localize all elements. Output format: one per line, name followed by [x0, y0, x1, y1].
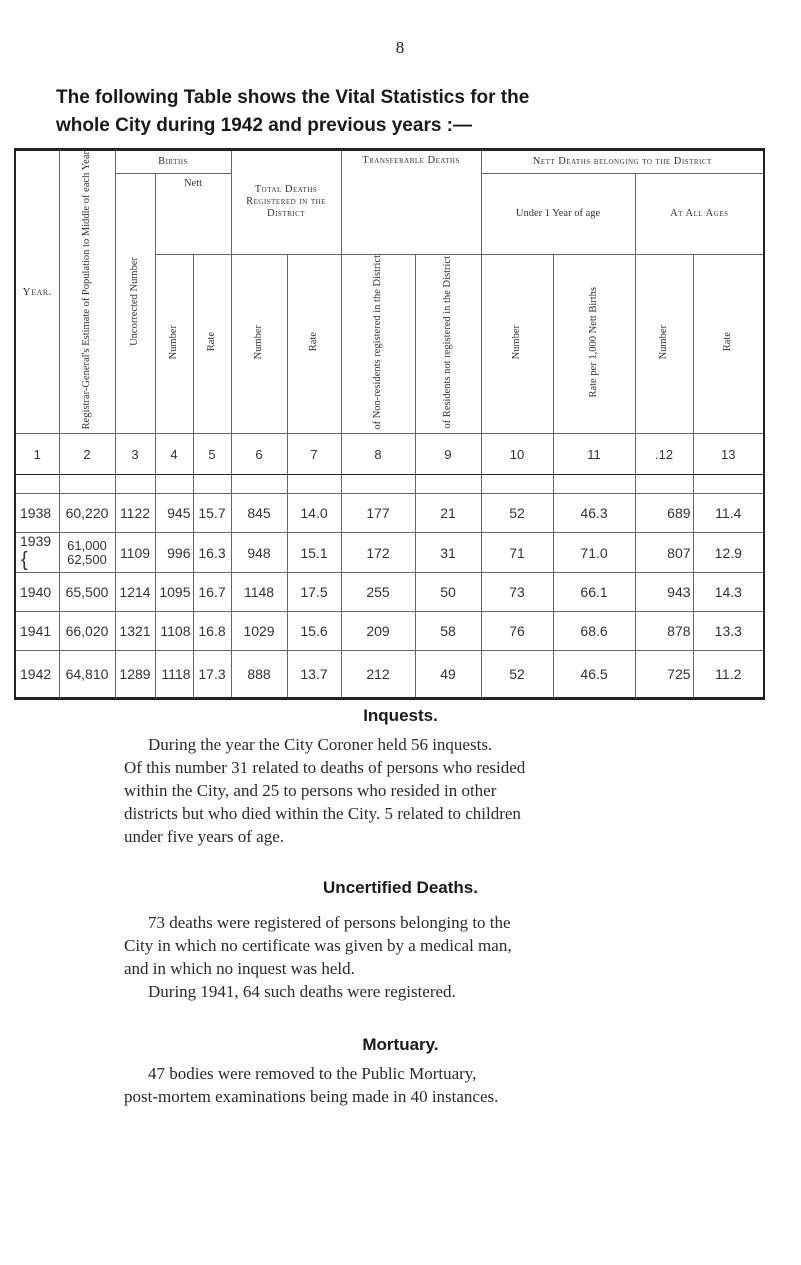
all-ages-number-cell: 725	[635, 651, 693, 699]
deaths-number-cell: 845	[231, 494, 287, 533]
under-1-number-cell: 52	[481, 494, 553, 533]
nett-births-rate-cell: 16.7	[193, 573, 231, 612]
column-number: 9	[415, 434, 481, 475]
paragraph-line: under five years of age.	[124, 827, 285, 846]
population-cell: 60,220	[59, 494, 115, 533]
all-ages-number-cell: 878	[635, 612, 693, 651]
year-cell: 1938	[15, 494, 59, 533]
uncorrected-births-cell: 1109	[115, 533, 155, 573]
table-row	[15, 651, 764, 699]
uncorrected-births-cell: 1122	[115, 494, 155, 533]
paragraph-line: within the City, and 25 to persons who resided in other	[124, 781, 497, 800]
nett-births-number-cell: 1108	[155, 612, 193, 651]
year-cell: 1939{	[15, 533, 59, 573]
nett-births-number-cell: 996	[155, 533, 193, 573]
all-ages-number-cell: 943	[635, 573, 693, 612]
residents-not-registered-cell: 58	[415, 612, 481, 651]
header-residents-not-registered: of Residents not registered in the District	[415, 254, 481, 434]
column-number: 5	[193, 434, 231, 475]
table-row	[15, 494, 764, 533]
residents-not-registered-cell: 50	[415, 573, 481, 612]
non-residents-cell: 212	[341, 651, 415, 699]
mortuary-paragraph	[124, 1062, 760, 1108]
inquests-paragraph	[124, 733, 760, 848]
heading-line-1: The following Table shows the Vital Statistics for the	[56, 87, 530, 108]
deaths-rate-cell: 15.1	[287, 533, 341, 573]
deaths-rate-cell: 13.7	[287, 651, 341, 699]
column-number: 1	[15, 434, 59, 475]
non-residents-cell: 255	[341, 573, 415, 612]
under-1-rate-cell: 46.3	[553, 494, 635, 533]
mortuary-title: Mortuary.	[362, 1035, 439, 1054]
header-population: Registrar-General's Estimate of Population to Middle of each Year	[59, 150, 115, 434]
non-residents-cell: 177	[341, 494, 415, 533]
deaths-number-cell: 888	[231, 651, 287, 699]
column-number: 4	[155, 434, 193, 475]
header-births: Births	[115, 150, 231, 174]
header-births-number: Number	[155, 254, 193, 434]
uncorrected-births-cell: 1214	[115, 573, 155, 612]
header-births-rate: Rate	[193, 254, 231, 434]
population-cell: 66,020	[59, 612, 115, 651]
paragraph-line: and in which no inquest was held.	[124, 959, 355, 978]
column-number-row	[15, 434, 764, 475]
under-1-number-cell: 73	[481, 573, 553, 612]
under-1-rate-cell: 66.1	[553, 573, 635, 612]
column-number: 2	[59, 434, 115, 475]
under-1-number-cell: 76	[481, 612, 553, 651]
column-number: 10	[481, 434, 553, 475]
paragraph-line: Of this number 31 related to deaths of persons who resided	[124, 758, 526, 777]
nett-births-rate-cell: 16.8	[193, 612, 231, 651]
header-nett-deaths: Nett Deaths belonging to the District	[481, 150, 764, 174]
all-ages-number-cell: 807	[635, 533, 693, 573]
year-cell: 1942	[15, 651, 59, 699]
page-heading	[56, 84, 776, 140]
all-ages-rate-cell: 13.3	[693, 612, 764, 651]
year-cell: 1941	[15, 612, 59, 651]
paragraph-line: During the year the City Coroner held 56 inquests.	[148, 735, 493, 754]
year-cell: 1940	[15, 573, 59, 612]
column-number: 7	[287, 434, 341, 475]
deaths-number-cell: 1148	[231, 573, 287, 612]
under-1-rate-cell: 71.0	[553, 533, 635, 573]
header-all-ages-rate: Rate	[693, 254, 764, 434]
population-value: 61,000	[67, 537, 107, 553]
deaths-number-cell: 948	[231, 533, 287, 573]
under-1-number-cell: 71	[481, 533, 553, 573]
all-ages-rate-cell: 11.2	[693, 651, 764, 699]
inquests-title: Inquests.	[363, 706, 438, 725]
header-nett: Nett	[155, 174, 231, 255]
all-ages-number-cell: 689	[635, 494, 693, 533]
column-number: .12	[635, 434, 693, 475]
header-under-1-number: Number	[481, 254, 553, 434]
nett-births-rate-cell: 15.7	[193, 494, 231, 533]
paragraph-line: 73 deaths were registered of persons belonging to the	[148, 913, 511, 932]
uncorrected-births-cell: 1289	[115, 651, 155, 699]
nett-births-number-cell: 945	[155, 494, 193, 533]
vital-statistics-table	[14, 148, 765, 700]
uncertified-deaths-title: Uncertified Deaths.	[323, 878, 478, 897]
under-1-rate-cell: 68.6	[553, 612, 635, 651]
column-number: 6	[231, 434, 287, 475]
residents-not-registered-cell: 49	[415, 651, 481, 699]
column-number: 11	[553, 434, 635, 475]
non-residents-cell: 209	[341, 612, 415, 651]
paragraph-line: City in which no certificate was given by a medical man,	[124, 936, 512, 955]
column-number: 8	[341, 434, 415, 475]
header-uncorrected-number: Uncorrected Number	[115, 174, 155, 434]
deaths-number-cell: 1029	[231, 612, 287, 651]
header-rate-per-1000: Rate per 1,000 Nett Births	[553, 254, 635, 434]
deaths-rate-cell: 17.5	[287, 573, 341, 612]
deaths-rate-cell: 15.6	[287, 612, 341, 651]
paragraph-line: During 1941, 64 such deaths were registered.	[148, 982, 456, 1001]
population-cell: 65,500	[59, 573, 115, 612]
table-row	[15, 573, 764, 612]
all-ages-rate-cell: 12.9	[693, 533, 764, 573]
header-non-residents: of Non-residents registered in the District	[341, 254, 415, 434]
uncertified-deaths-paragraph	[124, 911, 760, 1003]
page-number: 8	[395, 38, 405, 57]
paragraph-line: districts but who died within the City. 5 related to children	[124, 804, 521, 823]
header-deaths-rate: Rate	[287, 254, 341, 434]
table-row	[15, 533, 764, 573]
column-number: 3	[115, 434, 155, 475]
residents-not-registered-cell: 31	[415, 533, 481, 573]
table-row	[15, 612, 764, 651]
population-value-alt: 62,500	[67, 551, 107, 567]
column-number: 13	[693, 434, 764, 475]
paragraph-line: 47 bodies were removed to the Public Mortuary,	[148, 1064, 477, 1083]
all-ages-rate-cell: 11.4	[693, 494, 764, 533]
header-year: Year.	[15, 150, 59, 434]
population-cell: 64,810	[59, 651, 115, 699]
nett-births-rate-cell: 16.3	[193, 533, 231, 573]
under-1-rate-cell: 46.5	[553, 651, 635, 699]
header-total-deaths: Total Deaths Registered in the District	[231, 150, 341, 255]
header-all-ages: At All Ages	[635, 174, 764, 255]
heading-line-2: whole City during 1942 and previous years :—	[56, 115, 473, 136]
nett-births-rate-cell: 17.3	[193, 651, 231, 699]
header-under-1-year: Under 1 Year of age	[481, 174, 635, 255]
all-ages-rate-cell: 14.3	[693, 573, 764, 612]
deaths-rate-cell: 14.0	[287, 494, 341, 533]
non-residents-cell: 172	[341, 533, 415, 573]
population-cell	[59, 533, 115, 573]
paragraph-line: post-mortem examinations being made in 40 instances.	[124, 1087, 499, 1106]
under-1-number-cell: 52	[481, 651, 553, 699]
header-transferable-deaths: Transferable Deaths	[341, 150, 481, 255]
uncorrected-births-cell: 1321	[115, 612, 155, 651]
residents-not-registered-cell: 21	[415, 494, 481, 533]
header-all-ages-number: Number	[635, 254, 693, 434]
header-deaths-number: Number	[231, 254, 287, 434]
nett-births-number-cell: 1095	[155, 573, 193, 612]
spacer-row	[15, 475, 764, 494]
nett-births-number-cell: 1118	[155, 651, 193, 699]
